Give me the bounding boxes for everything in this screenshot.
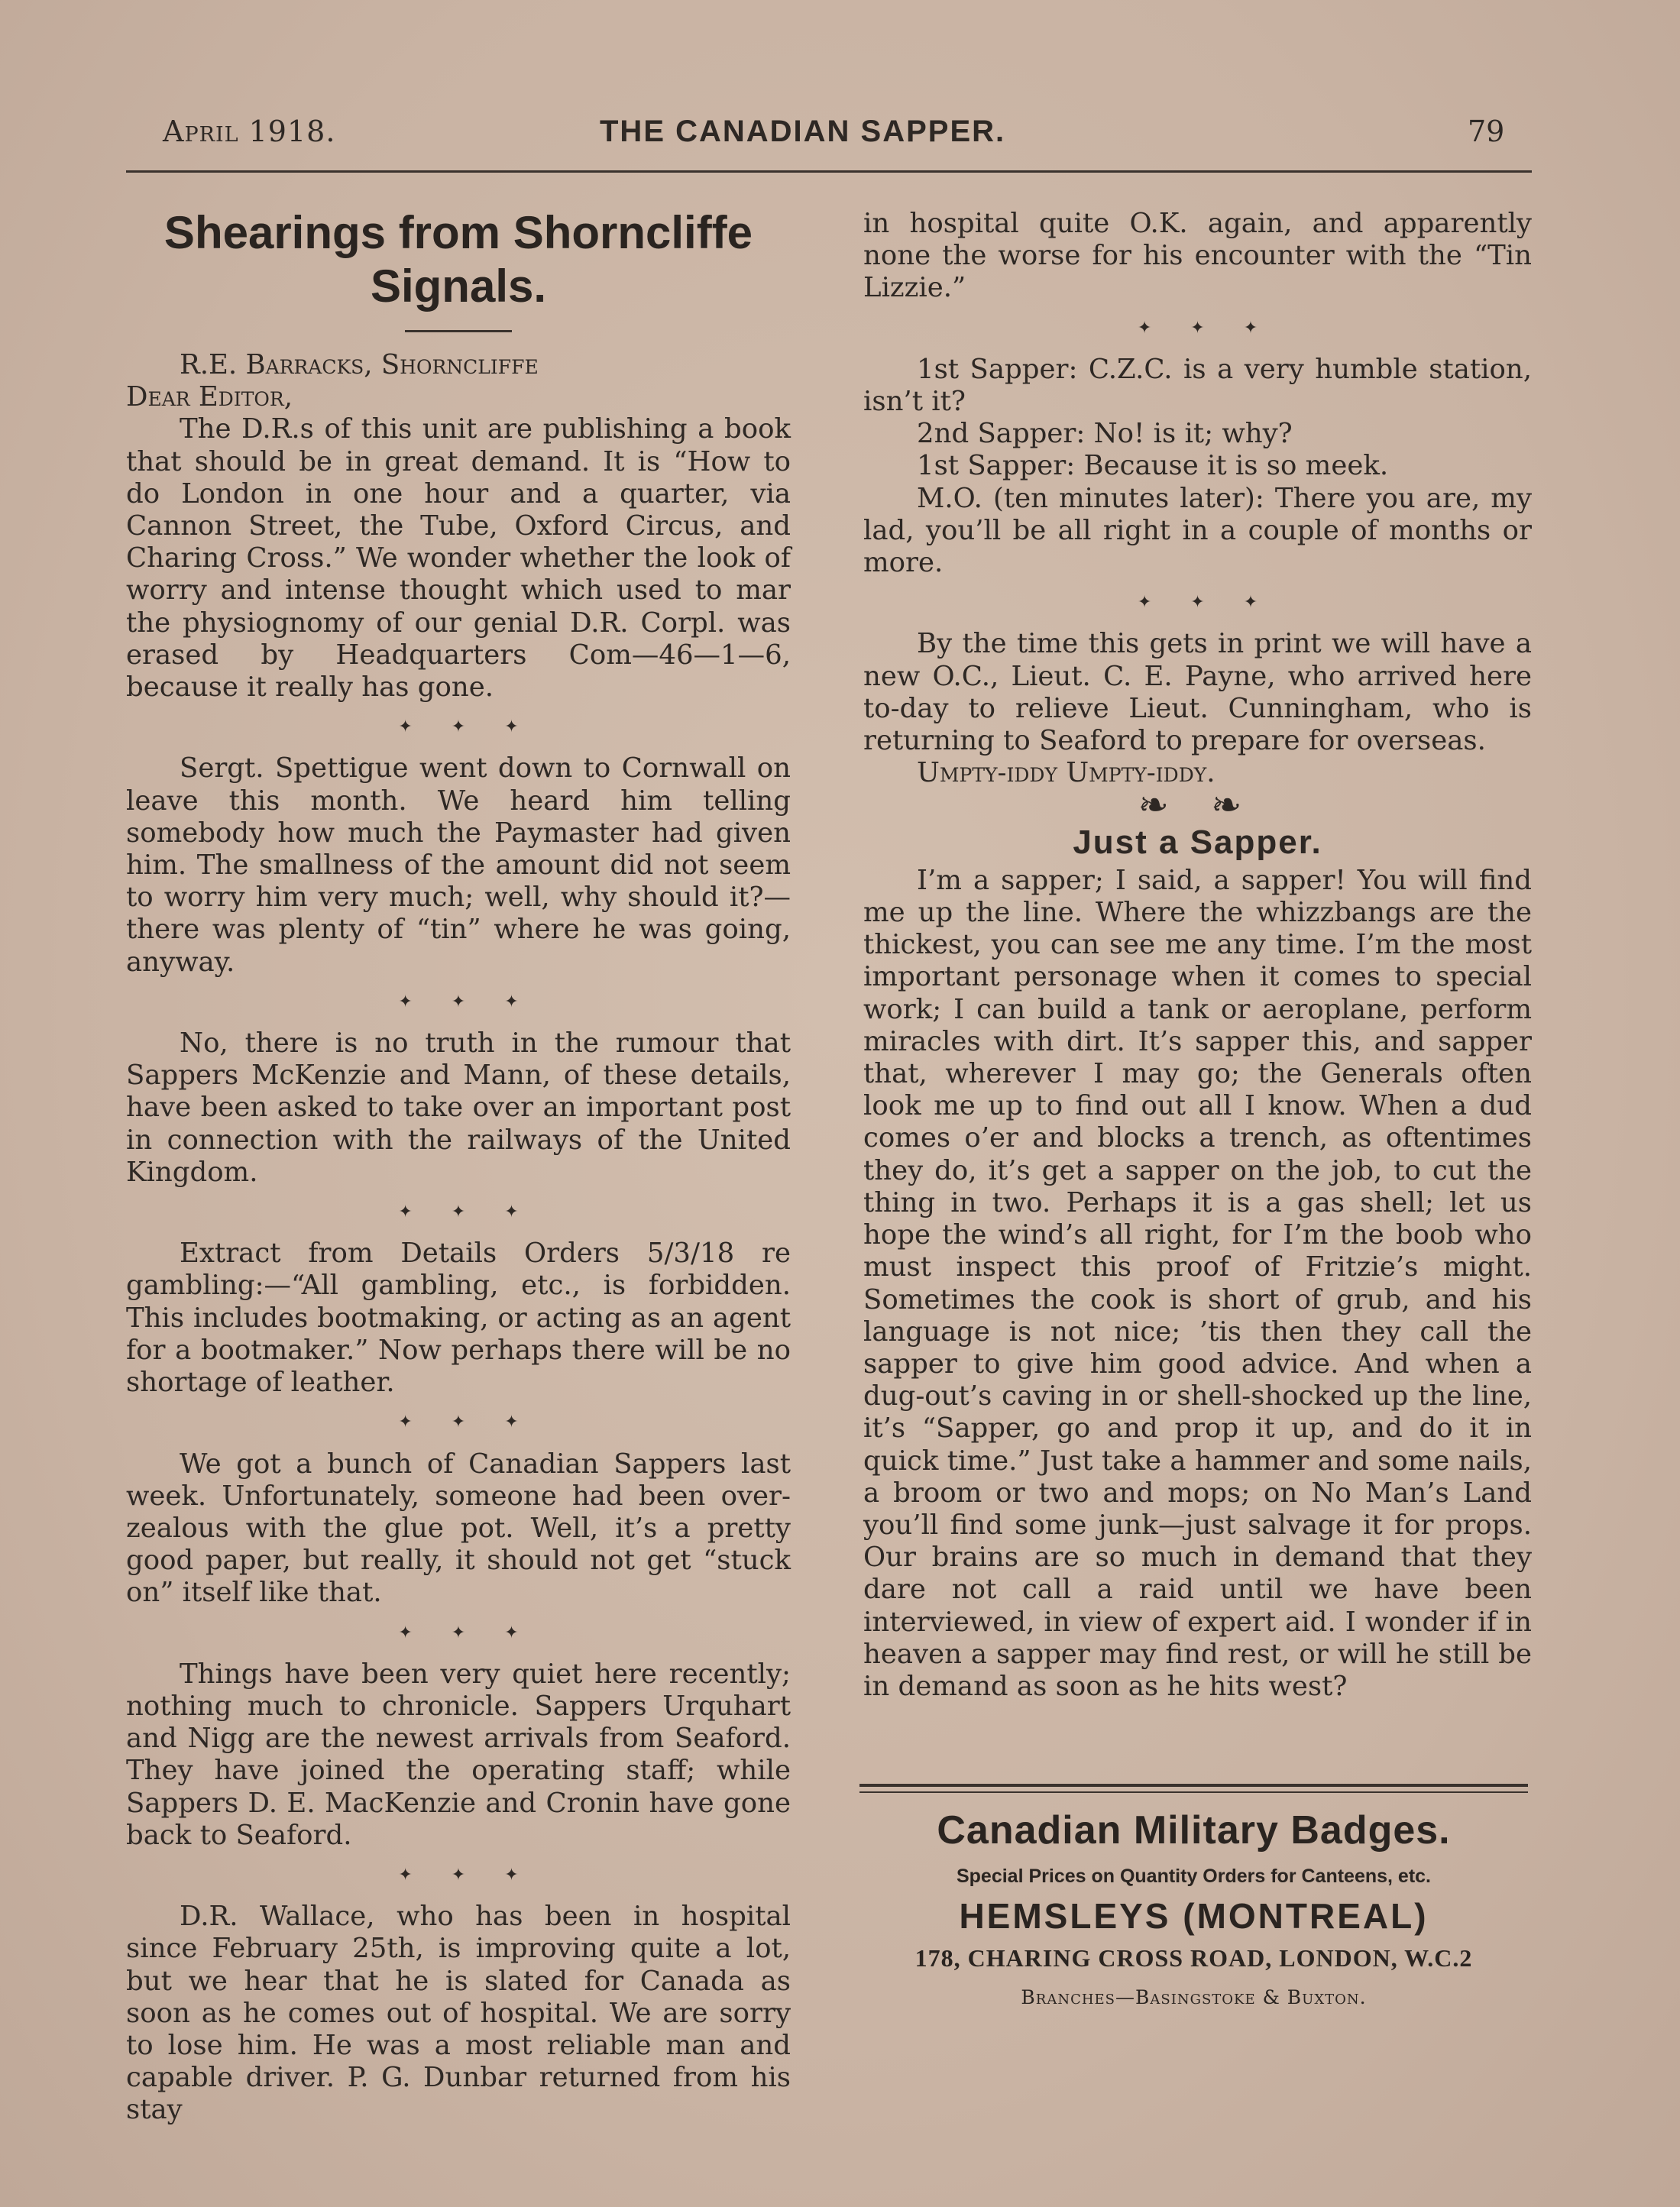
header-rule	[126, 170, 1532, 173]
advertisement	[859, 1784, 1528, 2011]
title-rule	[405, 330, 512, 332]
paragraph: By the time this gets in print we will have a new O.C., Lieut. C. E. Payne, who arrived here to-day to relieve Lieut. Cunningham, who is returning to Seaford to prepare for overseas.	[863, 628, 1532, 757]
paragraph: Extract from Details Orders 5/3/18 re gambling:—“All gambling, etc., is forbidden. This includes bootmaking, or acting as an agent for a bootmaker.” Now perhaps there will be no shortage of leather.	[126, 1238, 791, 1399]
separator-ornament: ✦ ✦ ✦	[398, 1202, 536, 1222]
article-body: I’m a sapper; I said, a sapper! You will find me up the line. Where the whizzbangs are the thickest, you can see me any time. I’m the most important personage when it comes to special work; I can build a tank or aeroplane, perform miracles with dirt. It’s sapper this, and sapper that, wherever I may go; the Generals often look me up to find out all I know. When a dud comes o’er and blocks a trench, as oftentimes they do, it’s get a sapper on the job, to cut the thing in two. Perhaps it is a gas shell; let us hope the wind’s all right, for I’m the boob who must inspect this proof of Fritzie’s might. Sometimes the cook is short of grub, and his language is not nice; ’tis then they call the sapper to give him good advice. And when a dug-out’s caving in or shell-shocked up the line, it’s “Sapper, go and prop it up, and do it in quick time.” Just take a hammer and some nails, a broom or two and mops; on No Man’s Land you’ll find some junk—just salvage it for props. Our brains are so much in demand that they dare not call a raid until we have been interviewed, in view of expert aid. I wonder if in heaven a sapper may find rest, or will he still be in demand as soon as he hits west?	[863, 864, 1532, 1702]
paragraph: We got a bunch of Canadian Sappers last week. Unfortunately, someone had been over-zealous with the glue pot. Well, it’s a pretty good paper, but really, it should not get “stuck on” itself like that.	[126, 1448, 791, 1609]
running-header	[0, 115, 1680, 160]
article-title: Shearings from Shorncliffe Signals.	[163, 207, 753, 312]
paragraph: Sergt. Spettigue went down to Cornwall on leave this month. We heard him telling somebody how much the Paymaster had given him. The smallness of the amount did not seem to worry him very much; well, why should it?—there was plenty of “tin” where he was going, anyway.	[126, 752, 791, 978]
separator-ornament: ✦ ✦ ✦	[1137, 593, 1275, 613]
ad-rule	[859, 1791, 1528, 1793]
ad-title: Canadian Military Badges.	[937, 1808, 1451, 1853]
publication-title: THE CANADIAN SAPPER.	[600, 115, 1006, 148]
dialogue-line: 1st Sapper: C.Z.C. is a very humble station, isn’t it?	[863, 353, 1532, 418]
left-column	[126, 206, 791, 2127]
paragraph: Things have been very quiet here recently; nothing much to chronicle. Sappers Urquhart and Nigg are the newest arrivals from Seaford. They have joined the operating staff; while Sappers D. E. MacKenzie and Cronin have gone back to Seaford.	[126, 1658, 791, 1851]
paragraph: D.R. Wallace, who has been in hospital since February 25th, is improving quite a lot, but we hear that he is slated for Canada as soon as he comes out of hospital. We are sorry to lose him. He was a most reliable man and capable driver. P. G. Dunbar returned from his stay	[126, 1901, 791, 2126]
issue-date: April 1918.	[163, 115, 336, 148]
separator-ornament: ✦ ✦ ✦	[398, 1623, 536, 1642]
ad-rule	[859, 1784, 1528, 1787]
paragraph: The D.R.s of this unit are publishing a book that should be in great demand. It is “How to do London in one hour and a quarter, via Cannon Street, the Tube, Oxford Circus, and Charing Cross.” We wonder whether the look of worry and intense thought which used to mar the physiognomy of our genial D.R. Corpl. was erased by Headquarters Com—46—1—6, because it really has gone.	[126, 413, 791, 704]
separator-ornament: ✦ ✦ ✦	[398, 717, 536, 737]
dialogue-line: 1st Sapper: Because it is so meek.	[917, 450, 1389, 482]
letter-address: R.E. Barracks, Shorncliffe	[180, 349, 539, 380]
article-title: Just a Sapper.	[1073, 823, 1322, 861]
letter-salutation: Dear Editor,	[126, 381, 293, 413]
separator-ornament: ✦ ✦ ✦	[398, 1413, 536, 1432]
ad-address: 178, CHARING CROSS ROAD, LONDON, W.C.2	[914, 1944, 1473, 1972]
signature: Umpty-iddy Umpty-iddy.	[917, 757, 1215, 789]
separator-ornament: ✦ ✦ ✦	[1137, 318, 1275, 338]
ad-subtitle: Special Prices on Quantity Orders for Canteens, etc.	[956, 1866, 1432, 1887]
right-column	[863, 208, 1532, 1703]
paragraph-continued: in hospital quite O.K. again, and apparently none the worse for his encounter with the “Tin Lizzie.”	[863, 208, 1532, 304]
ad-branches: Branches—Basingstoke & Buxton.	[1021, 1986, 1367, 2008]
paragraph: No, there is no truth in the rumour that Sappers McKenzie and Mann, of these details, have been asked to take over an important post in connection with the railways of the United Kingdom.	[126, 1027, 791, 1188]
page-number: 79	[1468, 115, 1505, 148]
dialogue-line: 2nd Sapper: No! is it; why?	[917, 418, 1293, 450]
dialogue-line: M.O. (ten minutes later): There you are, my lad, you’ll be all right in a couple of months or more.	[863, 482, 1532, 579]
separator-ornament: ✦ ✦ ✦	[398, 1865, 536, 1885]
separator-ornament: ✦ ✦ ✦	[398, 992, 536, 1011]
fleuron-ornament: ❧ ❧	[1138, 784, 1258, 827]
ad-company: HEMSLEYS (MONTREAL)	[959, 1896, 1429, 1936]
